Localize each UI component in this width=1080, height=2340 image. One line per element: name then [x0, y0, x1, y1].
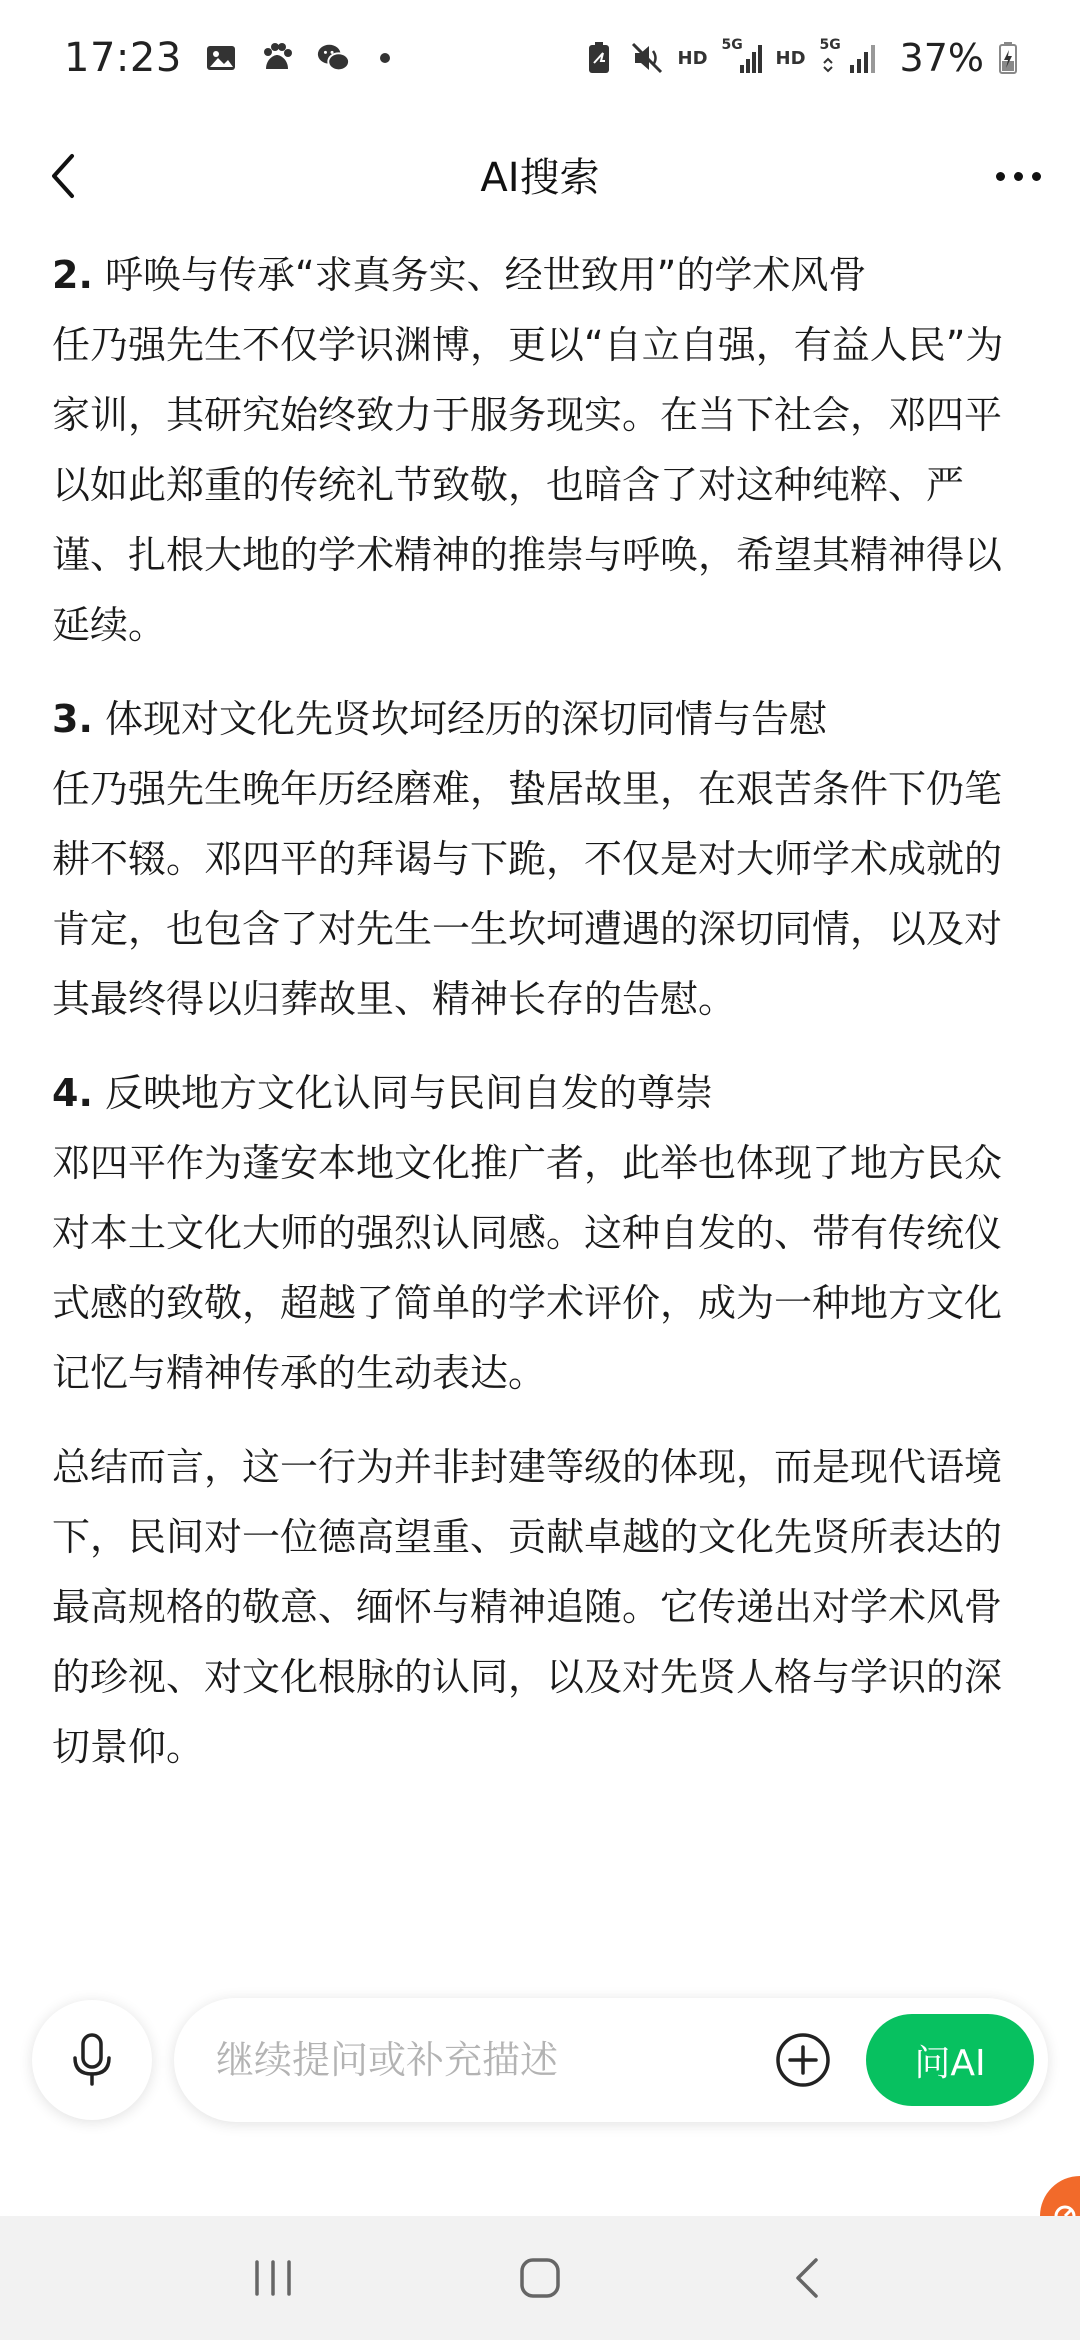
back-button[interactable] — [28, 140, 100, 212]
recent-apps-button[interactable] — [223, 2238, 323, 2318]
plus-circle-icon — [775, 2032, 831, 2088]
section-body: 邓四平作为蓬安本地文化推广者，此举也体现了地方民众对本土文化大师的强烈认同感。这种自发的、带有传统仪式感的致敬，超越了简单的学术评价，成为一种地方文化记忆与精神传承的生动表达。 — [52, 1141, 1003, 1395]
answer-summary — [52, 1432, 1020, 1782]
more-dot-icon — [1032, 172, 1041, 181]
notification-dot — [380, 53, 390, 63]
home-button[interactable] — [490, 2238, 590, 2318]
section-number: 2. — [52, 253, 93, 297]
voice-input-button[interactable] — [32, 2000, 152, 2120]
recent-apps-icon — [251, 2258, 295, 2298]
question-input-bar — [174, 1998, 1048, 2122]
question-input[interactable] — [214, 2028, 734, 2092]
answer-section-2 — [52, 240, 1020, 660]
section-number: 3. — [52, 697, 93, 741]
section-heading-text: 呼唤与传承“求真务实、经世致用”的学术风骨 — [92, 253, 867, 297]
system-nav-bar — [0, 2216, 1080, 2340]
answer-content — [52, 240, 1020, 1806]
section-heading — [52, 1058, 1020, 1128]
app-header — [0, 116, 1080, 232]
section-heading-text: 反映地方文化认同与民间自发的尊崇 — [92, 1071, 713, 1115]
section-heading-text: 体现对文化先贤坎坷经历的深切同情与告慰 — [92, 697, 827, 741]
section-heading — [52, 240, 1020, 310]
more-dot-icon — [996, 172, 1005, 181]
section-body: 任乃强先生晚年历经磨难，蛰居故里，在艰苦条件下仍笔耕不辍。邓四平的拜谒与下跪，不仅是对大师学术成就的肯定，也包含了对先生一生坎坷遭遇的深切同情，以及对其最终得以归葬故里、精神长存的告慰。 — [52, 767, 1003, 1021]
signal-icon-1 — [721, 37, 762, 75]
battery-saver-icon — [582, 41, 616, 75]
net-label-2: 5G — [819, 37, 841, 53]
ask-ai-button[interactable]: 问AI — [866, 2014, 1034, 2106]
signal-icon-2 — [819, 37, 880, 75]
hd-label-1: HD — [677, 47, 708, 69]
more-options-button[interactable] — [976, 140, 1060, 212]
hd-label-2: HD — [775, 47, 806, 69]
answer-section-3 — [52, 684, 1020, 1034]
wechat-icon — [316, 41, 350, 75]
section-body: 任乃强先生不仅学识渊博，更以“自立自强，有益人民”为家训，其研究始终致力于服务现实。在当下社会，邓四平以如此郑重的传统礼节致敬，也暗含了对这种纯粹、严谨、扎根大地的学术精神的推崇与呼唤，希望其精神得以延续。 — [52, 323, 1004, 647]
status-left — [64, 35, 390, 81]
section-number: 4. — [52, 1071, 93, 1115]
more-dot-icon — [1014, 172, 1023, 181]
back-chevron-icon — [792, 2256, 822, 2300]
baidu-icon — [260, 41, 294, 75]
attach-button[interactable] — [774, 2031, 832, 2089]
gallery-icon — [204, 41, 238, 75]
system-back-button[interactable] — [757, 2238, 857, 2318]
battery-icon — [998, 41, 1018, 75]
chevron-left-icon — [44, 152, 84, 200]
status-right — [582, 36, 1019, 80]
battery-percent: 37% — [899, 36, 984, 80]
answer-section-4 — [52, 1058, 1020, 1408]
home-icon — [518, 2256, 562, 2300]
net-label-1: 5G — [721, 37, 743, 53]
status-time: 17:23 — [64, 35, 182, 81]
summary-text: 总结而言，这一行为并非封建等级的体现，而是现代语境下，民间对一位德高望重、贡献卓越的文化先贤所表达的最高规格的敬意、缅怀与精神追随。它传递出对学术风骨的珍视、对文化根脉的认同，以及对先贤人格与学识的深切景仰。 — [52, 1445, 1003, 1769]
page-title: AI搜索 — [480, 154, 600, 201]
section-heading — [52, 684, 1020, 754]
mute-icon — [630, 41, 664, 75]
status-bar — [0, 0, 1080, 116]
microphone-icon — [70, 2032, 114, 2088]
